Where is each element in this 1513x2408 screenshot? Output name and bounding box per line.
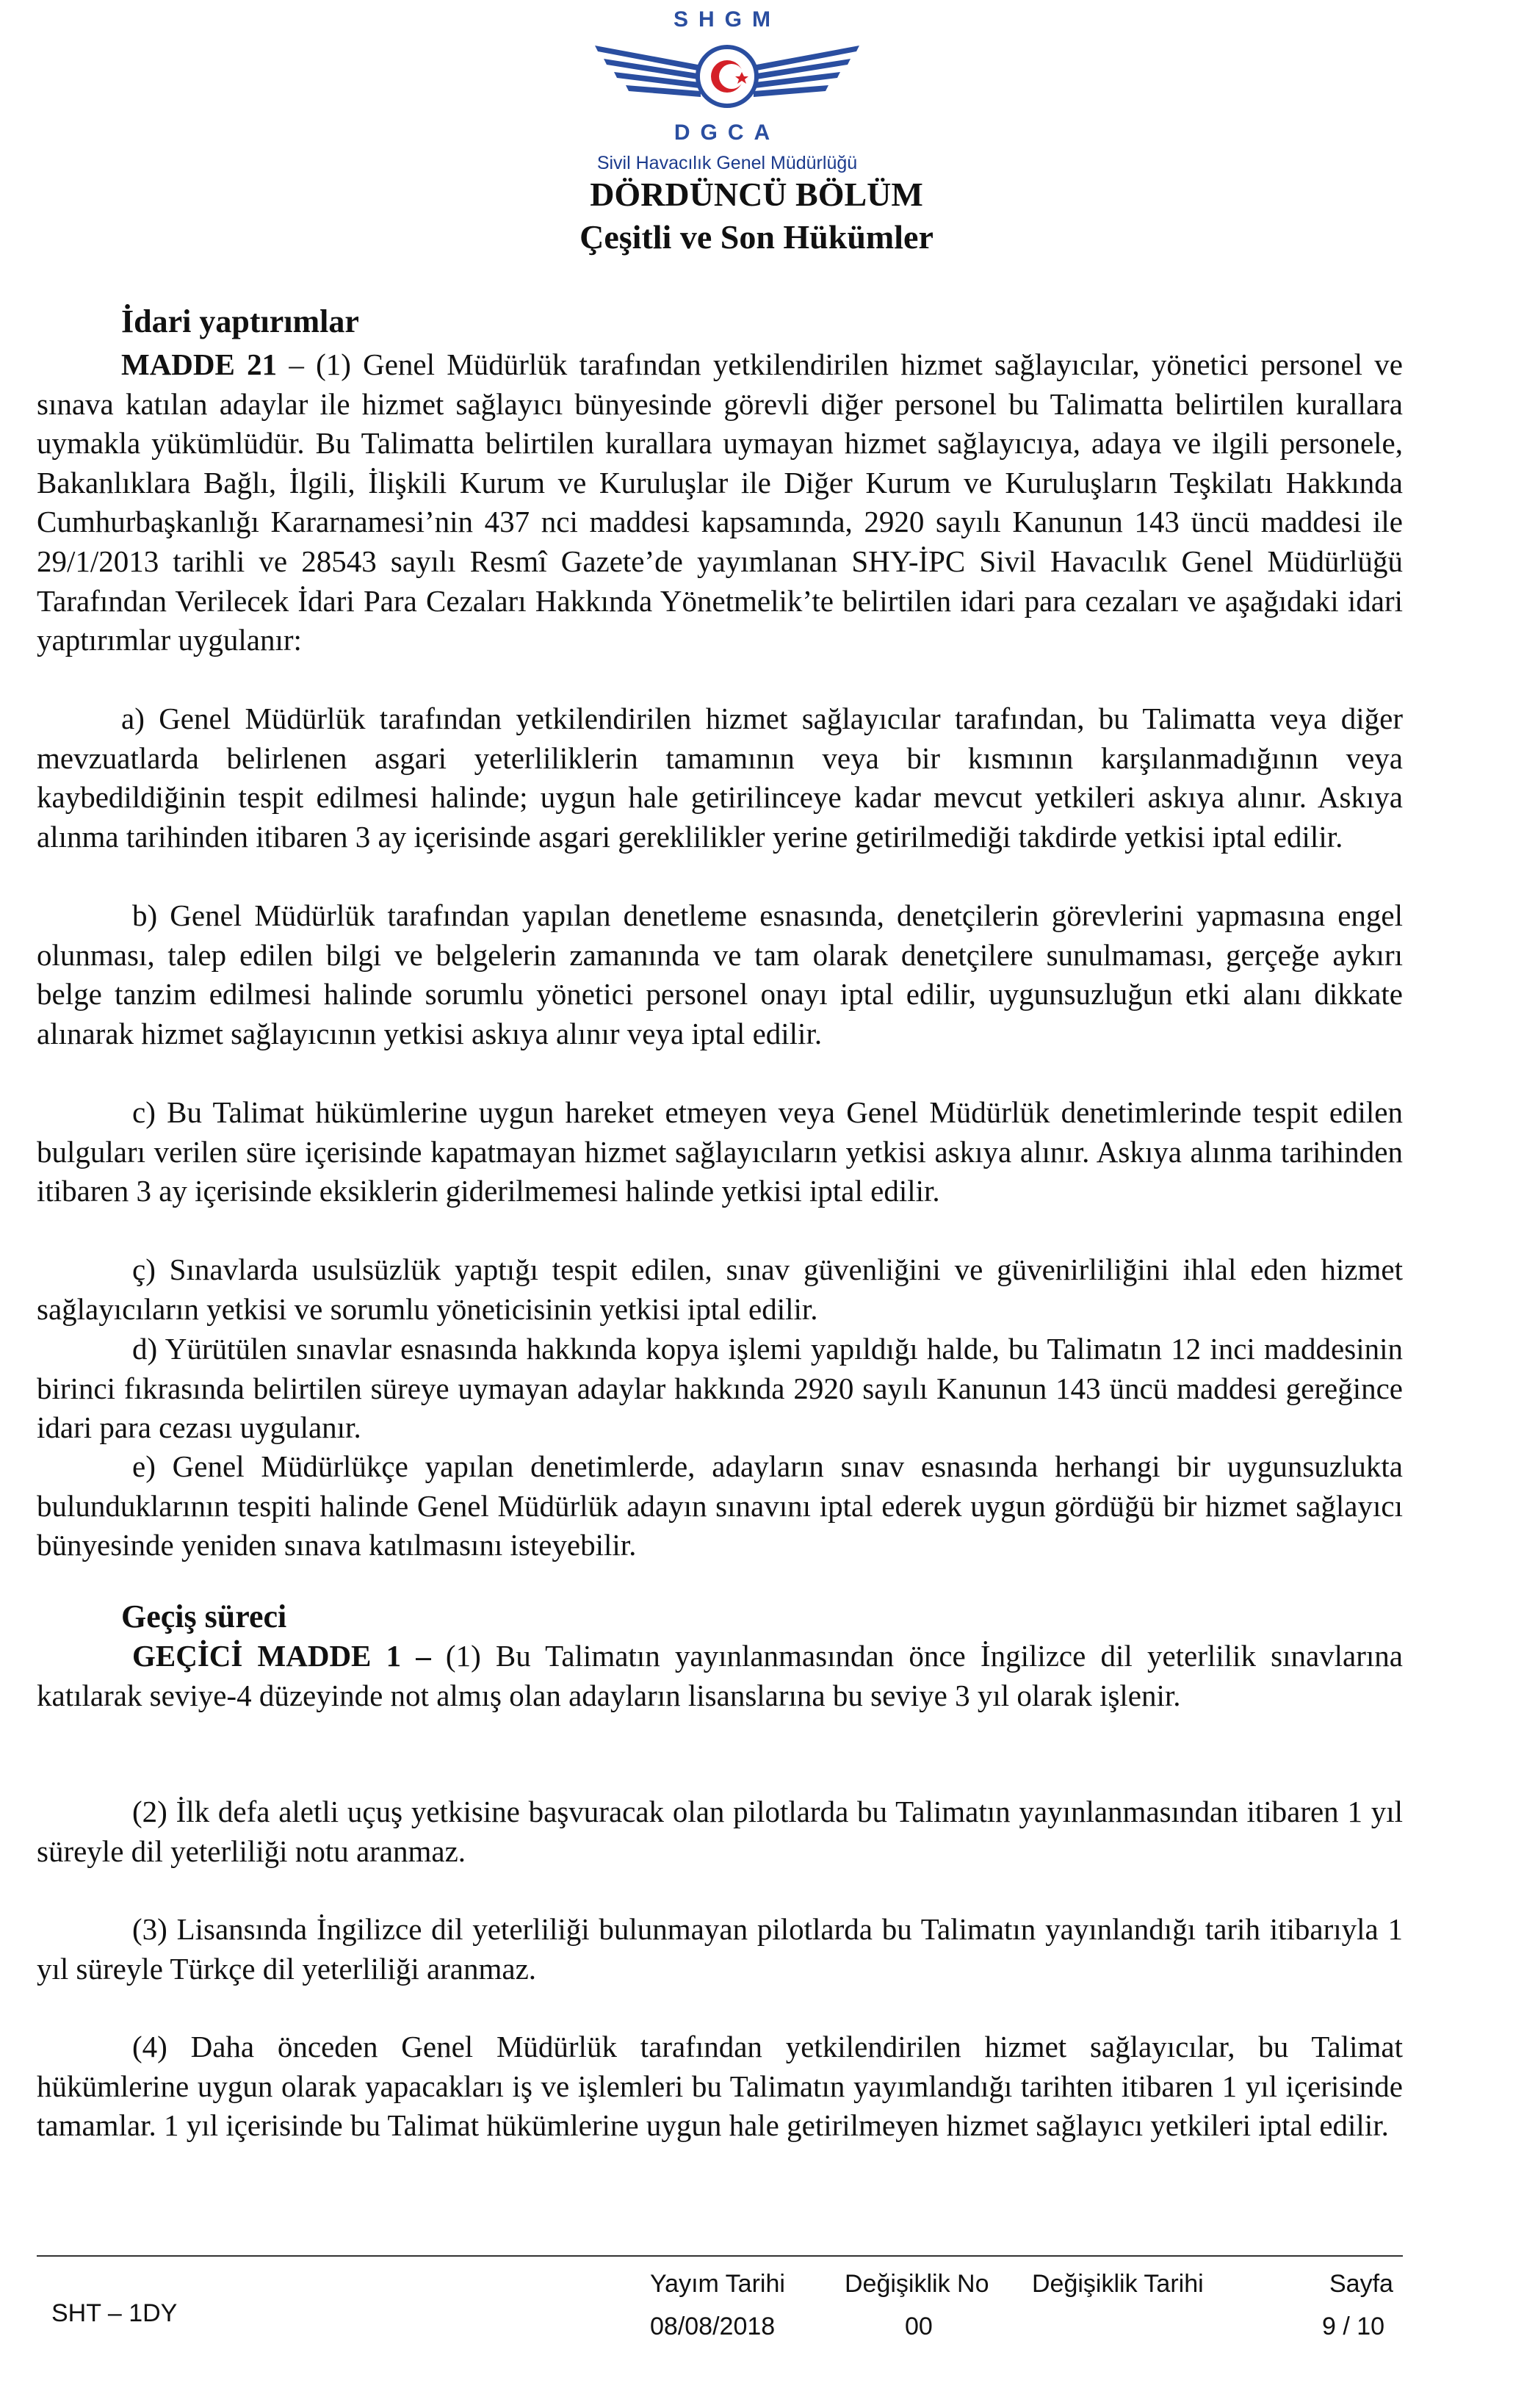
article-21-intro — [37, 345, 1403, 660]
item-a — [37, 699, 1403, 857]
footer-page-label: Sayfa — [1329, 2270, 1393, 2298]
item-c-text: c) Bu Talimat hükümlerine uygun hareket etmeyen veya Genel Müdürlük denetimlerinde tespit edilen bulguları verilen süre içerisinde kapatmayan hizmet sağlayıcıların yetkisi askıya alınır. Askıya alınma tarihinden itibaren 3 ay içerisinde eksiklerin giderilmemesi halinde yetkisi iptal edilir. — [37, 1095, 1403, 1208]
logo-top-text: SHGM — [674, 7, 781, 32]
chapter-title: Çeşitli ve Son Hükümler — [579, 218, 934, 256]
item-d-text: d) Yürütülen sınavlar esnasında hakkında kopya işlemi yapıldığı halde, bu Talimatın 12 inci maddesinin birinci fıkrasında belirtilen süreye uymayan adaylar hakkında 2920 sayılı Kanunun 143 üncü maddesi gereğince idari para cezası uygulanır. — [37, 1332, 1403, 1445]
footer-doc-code: SHT – 1DY — [51, 2299, 178, 2327]
footer-publish-value: 08/08/2018 — [650, 2313, 776, 2340]
section-heading-transition: Geçiş süreci — [121, 1598, 287, 1634]
item-a-text: a) Genel Müdürlük tarafından yetkilendirilen hizmet sağlayıcılar tarafından, bu Talimatta veya diğer mevzuatlarda belirlenen asgari yeterliliklerin tamamının veya bir kısmının karşılanmadığının veya kaybedildiğinin tespit edilmesi halinde; uygun hale getirilinceye kadar mevcut yetkileri askıya alınır. Askıya alınma tarihinden itibaren 3 ay içerisinde asgari gereklilikler yerine getirilmediği takdirde yetkisi iptal edilir. — [37, 702, 1403, 854]
temporary-article-p4-text: (4) Daha önceden Genel Müdürlük tarafından yetkilendirilen hizmet sağlayıcılar, bu Talimat hükümlerine uygun olarak yapacakları iş ve işlemleri bu Talimatın yayımlandığı tarihten itibaren 1 yıl içerisinde tamamlar. 1 yıl içerisinde bu Talimat hükümlerine uygun hale getirilmeyen hizmet sağlayıcı yetkileri iptal edilir. — [37, 2030, 1403, 2143]
section-heading-sanctions: İdari yaptırımlar — [121, 303, 359, 339]
footer-revision-value: 00 — [905, 2313, 933, 2340]
footer-divider — [37, 2255, 1403, 2257]
item-b-text: b) Genel Müdürlük tarafından yapılan denetleme esnasında, denetçilerin görevlerini yapmasına engel olunması, talep edilen bilgi ve belgelerin zamanında ve tam olarak denetçilere sunulmaması, gerçeğe aykırı belge tanzim edilmesi halinde sorumlu yönetici personel onayı iptal edilir, uygunsuzluğun etki alanı dikkate alınarak hizmet sağlayıcının yetkisi askıya alınır veya iptal edilir. — [37, 898, 1403, 1050]
footer-publish-label: Yayım Tarihi — [650, 2270, 785, 2298]
item-cc — [37, 1250, 1403, 1329]
shgm-logo — [588, 0, 867, 165]
article-label: MADDE 21 — [121, 347, 278, 381]
item-e — [37, 1447, 1403, 1565]
temporary-article-p2-text: (2) İlk defa aletli uçuş yetkisine başvuracak olan pilotlarda bu Talimatın yayınlanmasından itibaren 1 yıl süreyle dil yeterliliği notu aranmaz. — [37, 1795, 1403, 1868]
item-cc-text: ç) Sınavlarda usulsüzlük yaptığı tespit edilen, sınav güvenliğini ve güvenirliliğini ihlal eden hizmet sağlayıcıların yetkisi ve sorumlu yöneticisinin yetkisi iptal edilir. — [37, 1252, 1403, 1326]
temporary-article-p2 — [37, 1792, 1403, 1871]
item-c — [37, 1093, 1403, 1211]
temporary-article-label: GEÇİCİ MADDE 1 – — [132, 1639, 431, 1673]
temporary-article-p3-text: (3) Lisansında İngilizce dil yeterliliği bulunmayan pilotlarda bu Talimatın yayınlandığı tarih itibarıyla 1 yıl süreyle Türkçe dil yeterliliği aranmaz. — [37, 1912, 1403, 1986]
item-d — [37, 1330, 1403, 1448]
temporary-article-p1 — [37, 1637, 1403, 1715]
footer-page-value: 9 / 10 — [1322, 2313, 1385, 2340]
footer-revision-label: Değişiklik No — [845, 2270, 989, 2298]
temporary-article-p4 — [37, 2027, 1403, 2146]
item-b — [37, 896, 1403, 1053]
article-text: – (1) Genel Müdürlük tarafından yetkilendirilen hizmet sağlayıcılar, yönetici personel ve sınava katılan adaylar ile hizmet sağlayıcı bünyesinde görevli diğer personel bu Talimatta belirtilen kurallara uymakla yükümlüdür. Bu Talimatta belirtilen kurallara uymayan hizmet sağlayıcıya, adaya ve ilgili personele, Bakanlıklara Bağlı, İlgili, İlişkili Kurum ve Kuruluşlar ile Diğer Kurum ve Kuruluşların Teşkilatı Hakkında Cumhurbaşkanlığı Kararnamesi’nin 437 nci maddesi kapsamında, 2920 sayılı Kanunun 143 üncü maddesi ile 29/1/2013 tarihli ve 28543 sayılı Resmî Gazete’de yayımlanan SHY-İPC Sivil Havacılık Genel Müdürlüğü Tarafından Verilecek İdari Para Cezaları Hakkında Yönetmelik’te belirtilen idari para cezaları ve aşağıdaki idari yaptırımlar uygulanır: — [37, 347, 1403, 657]
logo-caption: Sivil Havacılık Genel Müdürlüğü — [596, 153, 858, 173]
footer-revision-date-label: Değişiklik Tarihi — [1032, 2270, 1204, 2298]
temporary-article-p3 — [37, 1910, 1403, 1989]
item-e-text: e) Genel Müdürlükçe yapılan denetimlerde, adayların sınav esnasında herhangi bir uygunsuzlukta bulunduklarının tespiti halinde Genel Müdürlük adayın sınavını iptal ederek uygun gördüğü bir hizmet sağlayıcı bünyesinde yeniden sınava katılmasını isteyebilir. — [37, 1449, 1403, 1562]
temporary-article-p1-text: (1) Bu Talimatın yayınlanmasından önce İngilizce dil yeterlilik sınavlarına katılarak seviye-4 düzeyinde not almış olan adayların lisanslarına bu seviye 3 yıl olarak işlenir. — [37, 1639, 1403, 1712]
chapter-heading: DÖRDÜNCÜ BÖLÜM — [590, 176, 923, 213]
logo-bottom-text: DGCA — [674, 120, 781, 145]
